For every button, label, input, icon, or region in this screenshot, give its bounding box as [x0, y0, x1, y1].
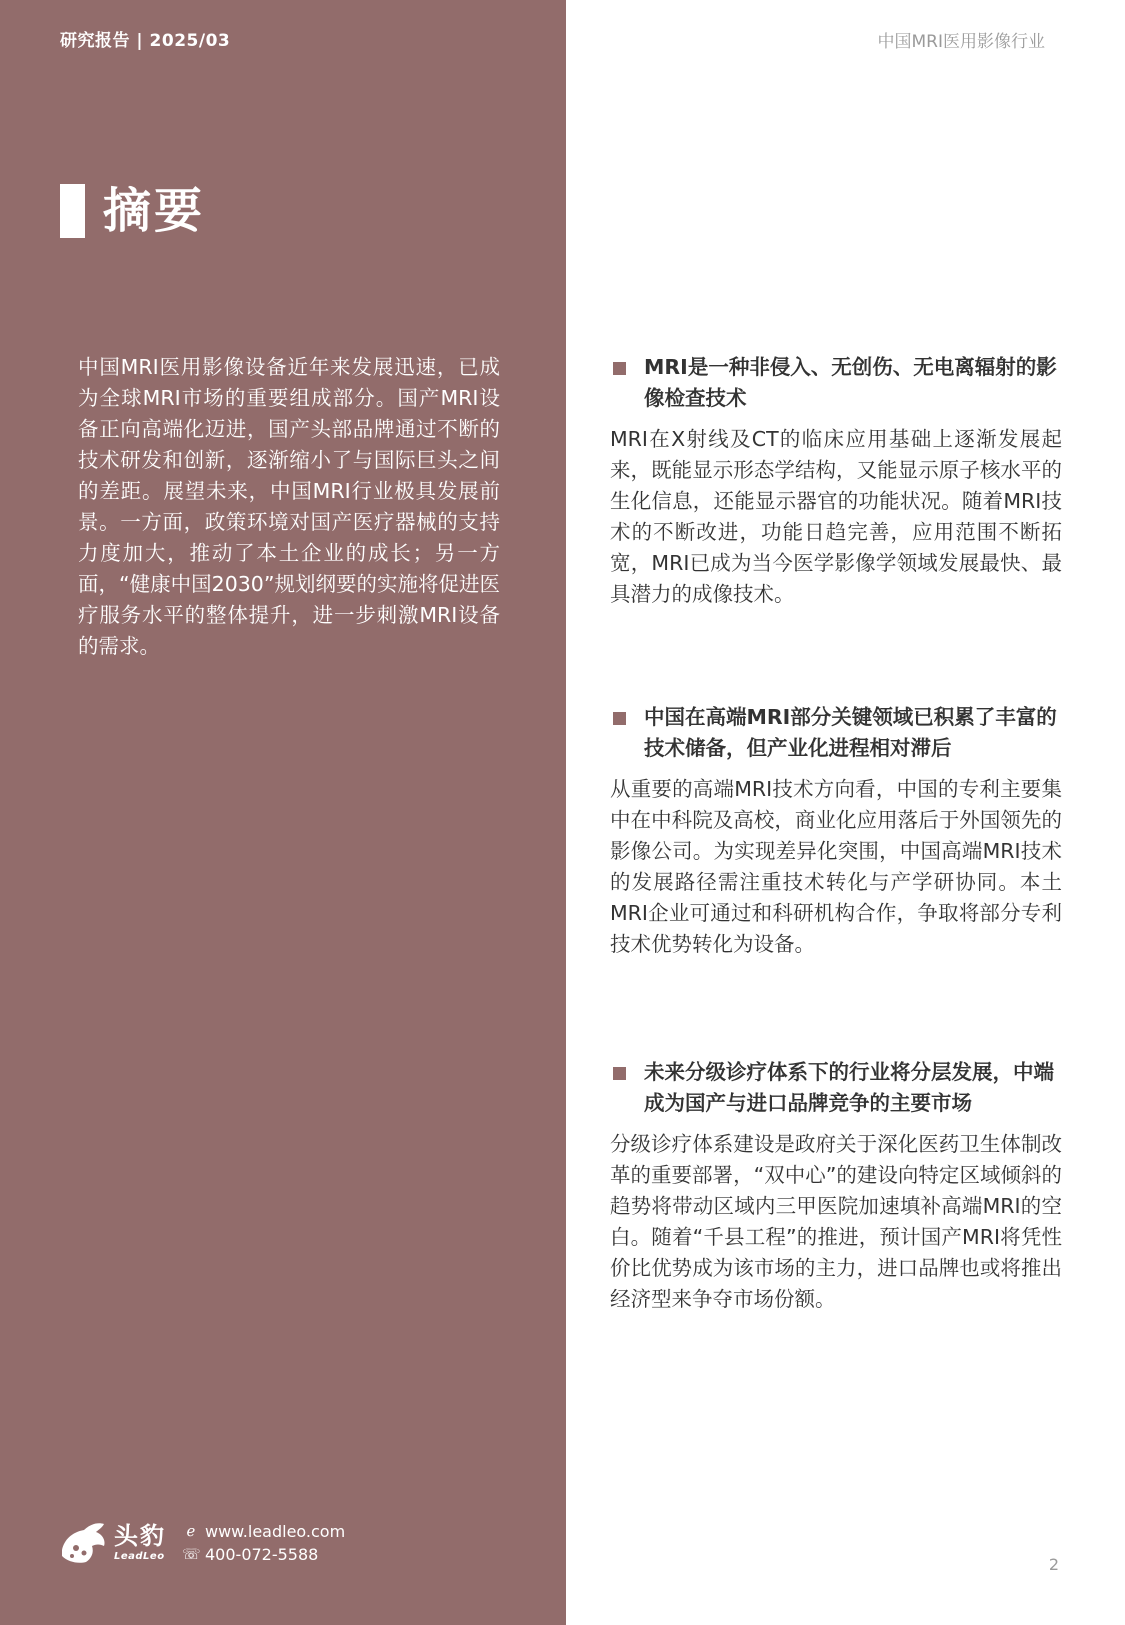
- brand-name-cn: 头豹: [114, 1522, 166, 1550]
- contact-info: [182, 1520, 345, 1566]
- footer: [58, 1520, 345, 1566]
- section-3: [610, 1057, 1062, 1315]
- section-body: 从重要的高端MRI技术方向看，中国的专利主要集中在中科院及高校，商业化应用落后于外国领先的影像公司。为实现差异化突围，中国高端MRI技术的发展路径需注重技术转化与产学研协同。本土MRI企业可通过和科研机构合作，争取将部分专利技术优势转化为设备。: [610, 777, 1062, 956]
- brand-name-en: LeadLeo: [114, 1551, 165, 1562]
- section-heading: [610, 352, 1062, 414]
- title-accent-bar: [60, 184, 85, 238]
- section-heading-text: MRI是一种非侵入、无创伤、无电离辐射的影像检查技术: [644, 355, 1057, 410]
- browser-e-icon: ℯ: [186, 1522, 196, 1540]
- website-row[interactable]: [182, 1520, 345, 1543]
- phone-icon: ☏: [182, 1545, 201, 1563]
- section-body: MRI在X射线及CT的临床应用基础上逐渐发展起来，既能显示形态学结构，又能显示原子核水平的生化信息，还能显示器官的功能状况。随着MRI技术的不断改进，功能日趋完善，应用范围不断拓宽，MRI已成为当今医学影像学领域发展最快、最具潜力的成像技术。: [610, 427, 1062, 606]
- section-heading-text: 中国在高端MRI部分关键领域已积累了丰富的技术储备，但产业化进程相对滞后: [644, 705, 1057, 760]
- summary-paragraph: 中国MRI医用影像设备近年来发展迅速，已成为全球MRI市场的重要组成部分。国产MRI设备正向高端化迈进，国产头部品牌通过不断的技术研发和创新，逐渐缩小了与国际巨头之间的差距。展望未来，中国MRI行业极具发展前景。一方面，政策环境对国产医疗器械的支持力度加大，推动了本土企业的成长；另一方面，“健康中国2030”规划纲要的实施将促进医疗服务水平的整体提升，进一步刺激MRI设备的需求。: [78, 355, 500, 658]
- section-heading: [610, 1057, 1062, 1119]
- section-2: [610, 702, 1062, 960]
- section-1: [610, 352, 1062, 610]
- leopard-logo-icon: [58, 1520, 108, 1566]
- square-bullet-icon: [613, 712, 626, 725]
- brand-logotype: [114, 1524, 166, 1562]
- square-bullet-icon: [613, 1067, 626, 1080]
- section-heading-text: 未来分级诊疗体系下的行业将分层发展，中端成为国产与进口品牌竞争的主要市场: [644, 1060, 1054, 1115]
- website-link[interactable]: www.leadleo.com: [205, 1522, 346, 1541]
- square-bullet-icon: [613, 362, 626, 375]
- section-body: 分级诊疗体系建设是政府关于深化医药卫生体制改革的重要部署，“双中心”的建设向特定区域倾斜的趋势将带动区域内三甲医院加速填补高端MRI的空白。随着“千县工程”的推进，预计国产MRI将凭性价比优势成为该市场的主力，进口品牌也或将推出经济型来争夺市场份额。: [610, 1132, 1062, 1311]
- page-title-block: [60, 183, 205, 239]
- page-title: 摘要: [103, 183, 206, 239]
- report-date-label: 研究报告 | 2025/03: [60, 31, 231, 51]
- page-number: 2: [1048, 1555, 1059, 1574]
- section-heading: [610, 702, 1062, 764]
- phone-number: 400-072-5588: [205, 1545, 319, 1564]
- phone-row: [182, 1543, 345, 1566]
- report-topic-label: 中国MRI医用影像行业: [877, 32, 1045, 52]
